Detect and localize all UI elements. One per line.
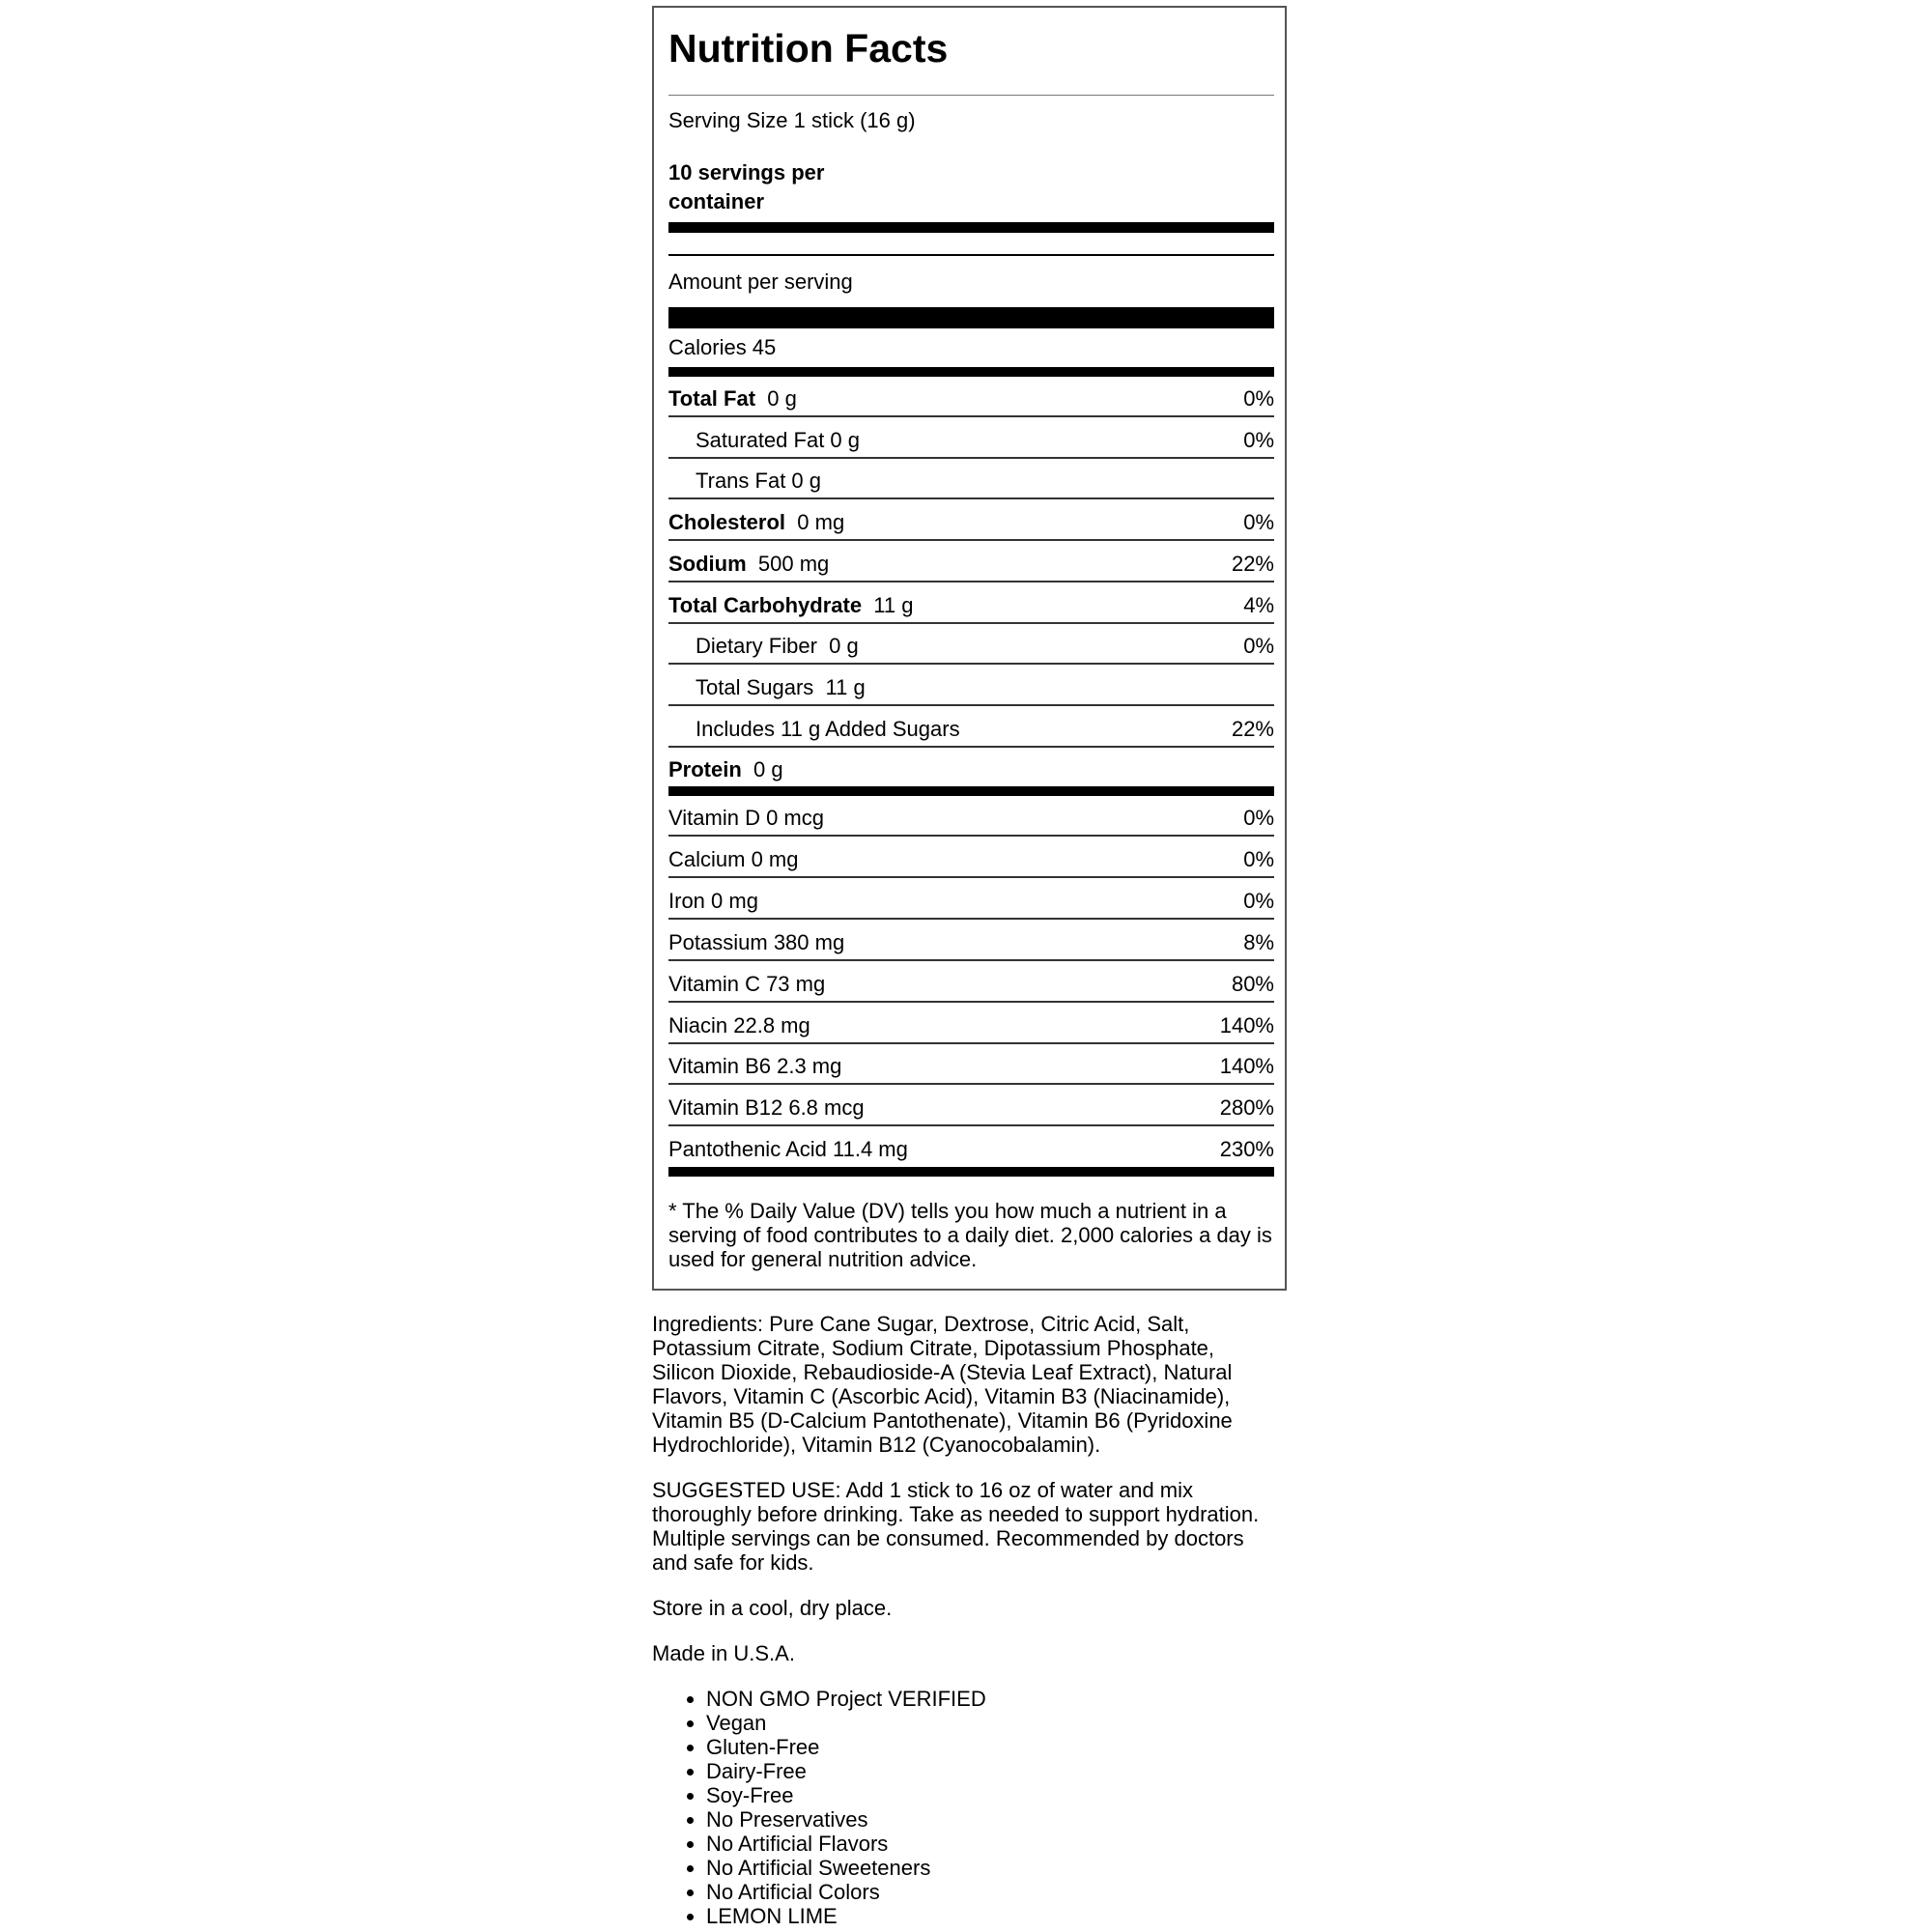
- ingredients-text: Ingredients: Pure Cane Sugar, Dextrose, Citric Acid, Salt, Potassium Citrate, Sodium Citrate, Dipotassium Phosphate, Silicon Dioxide, Rebaudioside-A (Stevia Leaf Extract), Natural Flavors, Vitamin C (Ascorbic Acid), Vitamin B3 (Niacinamide), Vitamin B5 (D-Calcium Pantothenate), Vitamin B6 (Pyridoxine Hydrochloride), Vitamin B12 (Cyanocobalamin).: [652, 1312, 1233, 1457]
- nutrient-label: Total Sugars: [696, 674, 814, 699]
- vitamin-row: [668, 798, 1274, 837]
- nutrient-row: [668, 626, 1274, 665]
- protein-divider: [668, 786, 1274, 796]
- heavy-divider: [668, 307, 1274, 328]
- vitamin-name: Potassium 380 mg: [668, 929, 845, 954]
- row-divider: [668, 663, 1274, 665]
- nutrient-daily-value: 0%: [1243, 386, 1274, 411]
- row-divider: [668, 1001, 1274, 1003]
- nutrient-amount: 0 g: [767, 386, 797, 411]
- nutrient-label: Sodium: [668, 551, 747, 576]
- daily-value-footnote: * The % Daily Value (DV) tells you how much a nutrient in a serving of food contributes to a daily diet. 2,000 calories a day is used for general nutrition advice.: [668, 1199, 1272, 1271]
- vitamin-row: [668, 1046, 1274, 1085]
- vitamin-row: [668, 1129, 1274, 1168]
- vitamin-daily-value: 80%: [1231, 971, 1274, 996]
- feature-item: • Gluten-Free: [706, 1735, 1280, 1759]
- nutrient-daily-value: 0%: [1243, 427, 1274, 452]
- row-divider: [668, 704, 1274, 706]
- calories: Calories 45: [668, 335, 777, 359]
- nutrient-amount: 11 g: [825, 674, 866, 699]
- nutrient-name: [696, 674, 866, 699]
- feature-item: • No Artificial Flavors: [706, 1832, 1280, 1856]
- nutrient-row: [668, 420, 1274, 459]
- nutrient-daily-value: 22%: [1231, 551, 1274, 576]
- nutrient-daily-value: 0%: [1243, 634, 1274, 659]
- row-divider: [668, 1083, 1274, 1085]
- nutrient-label: Saturated Fat 0 g: [696, 427, 860, 452]
- nutrient-label: Includes 11 g Added Sugars: [696, 716, 960, 741]
- nutrient-row: [668, 668, 1274, 706]
- vitamin-daily-value: 230%: [1219, 1137, 1274, 1162]
- feature-item: • No Artificial Sweeteners: [706, 1856, 1280, 1880]
- feature-item: • No Preservatives: [706, 1807, 1280, 1832]
- vitamin-name: Vitamin C 73 mg: [668, 971, 826, 996]
- title-divider: [668, 95, 1274, 96]
- vitamin-row: [668, 923, 1274, 961]
- row-divider: [668, 918, 1274, 920]
- vitamin-daily-value: 0%: [1243, 888, 1274, 913]
- nutrient-amount: 0 g: [829, 634, 859, 659]
- serving-size: Serving Size 1 stick (16 g): [668, 108, 916, 132]
- nutrient-amount: 0 mg: [797, 510, 845, 535]
- row-divider: [668, 876, 1274, 878]
- row-divider: [668, 959, 1274, 961]
- thick-divider: [668, 222, 1274, 233]
- nutrition-facts-label: [652, 6, 1287, 1291]
- feature-item: • Dairy-Free: [706, 1759, 1280, 1783]
- row-divider: [668, 581, 1274, 582]
- vitamin-daily-value: 0%: [1243, 806, 1274, 830]
- nutrient-row: [668, 544, 1274, 582]
- feature-list: [652, 1687, 1280, 1928]
- nutrient-label: Cholesterol: [668, 510, 786, 535]
- row-divider: [668, 1124, 1274, 1126]
- nutrient-row: [668, 379, 1274, 417]
- row-divider: [668, 539, 1274, 541]
- nutrient-name: [668, 512, 844, 533]
- row-divider: [668, 835, 1274, 837]
- product-details: [652, 1312, 1280, 1928]
- row-divider: [668, 457, 1274, 459]
- nutrient-name: [668, 592, 914, 617]
- nutrient-row: [668, 585, 1274, 624]
- vitamin-name: Pantothenic Acid 11.4 mg: [668, 1137, 908, 1162]
- vitamin-name: Niacin 22.8 mg: [668, 1012, 810, 1037]
- nutrient-row: [668, 461, 1274, 499]
- servings-per-container: 10 servings per container: [668, 160, 825, 213]
- nutrient-daily-value: 0%: [1243, 510, 1274, 535]
- nutrient-name: [668, 759, 783, 781]
- feature-item: • LEMON LIME: [706, 1904, 1280, 1928]
- storage-text: Store in a cool, dry place.: [652, 1596, 893, 1620]
- label-title: Nutrition Facts: [668, 26, 949, 71]
- nutrient-label: Total Fat: [668, 386, 756, 411]
- vitamin-name: Iron 0 mg: [668, 888, 758, 913]
- nutrient-amount: 0 g: [753, 757, 783, 782]
- nutrient-label: Total Carbohydrate: [668, 592, 863, 617]
- nutrient-name: [668, 551, 830, 576]
- nutrient-daily-value: 22%: [1231, 716, 1274, 741]
- vitamin-row: [668, 839, 1274, 878]
- row-divider: [668, 1042, 1274, 1044]
- nutrient-label: Trans Fat 0 g: [696, 469, 822, 494]
- feature-item: • NON GMO Project VERIFIED: [706, 1687, 1280, 1711]
- vitamin-daily-value: 280%: [1219, 1095, 1274, 1121]
- nutrient-label: Protein: [668, 757, 742, 782]
- vitamin-name: Vitamin B6 2.3 mg: [668, 1054, 842, 1079]
- vitamins-divider: [668, 1167, 1274, 1177]
- vitamin-row: [668, 964, 1274, 1003]
- nutrient-amount: 500 mg: [757, 551, 830, 576]
- nutrient-name: [696, 636, 859, 657]
- vitamin-row: [668, 1088, 1274, 1126]
- vitamin-daily-value: 8%: [1243, 929, 1274, 954]
- nutrient-name: [696, 716, 960, 741]
- row-divider: [668, 415, 1274, 417]
- vitamin-daily-value: 0%: [1243, 846, 1274, 871]
- origin-text: Made in U.S.A.: [652, 1641, 795, 1665]
- feature-item: • No Artificial Colors: [706, 1880, 1280, 1904]
- nutrient-label: Dietary Fiber: [696, 634, 817, 659]
- amount-per-serving: Amount per serving: [668, 270, 853, 294]
- nutrient-row: [668, 709, 1274, 748]
- vitamin-daily-value: 140%: [1219, 1012, 1274, 1037]
- row-divider: [668, 497, 1274, 499]
- nutrient-daily-value: 4%: [1243, 592, 1274, 617]
- vitamin-daily-value: 140%: [1219, 1054, 1274, 1079]
- thin-divider: [668, 254, 1274, 256]
- feature-item: • Soy-Free: [706, 1783, 1280, 1807]
- suggested-use-text: SUGGESTED USE: Add 1 stick to 16 oz of water and mix thoroughly before drinking. Take as needed to support hydration. Multiple servings can be consumed. Recommended by doctors and safe for kids.: [652, 1478, 1260, 1575]
- nutrient-row: [668, 502, 1274, 541]
- nutrient-name: [668, 388, 797, 410]
- vitamin-row: [668, 1006, 1274, 1044]
- row-divider: [668, 622, 1274, 624]
- vitamin-name: Vitamin D 0 mcg: [668, 806, 824, 830]
- vitamin-name: Calcium 0 mg: [668, 846, 799, 871]
- nutrient-row: [668, 750, 1274, 788]
- nutrient-amount: 11 g: [873, 592, 914, 617]
- nutrient-name: [696, 427, 860, 452]
- row-divider: [668, 746, 1274, 748]
- feature-item: • Vegan: [706, 1711, 1280, 1735]
- nutrient-name: [696, 470, 821, 492]
- vitamin-name: Vitamin B12 6.8 mcg: [668, 1095, 865, 1121]
- calories-divider: [668, 367, 1274, 377]
- vitamin-row: [668, 881, 1274, 920]
